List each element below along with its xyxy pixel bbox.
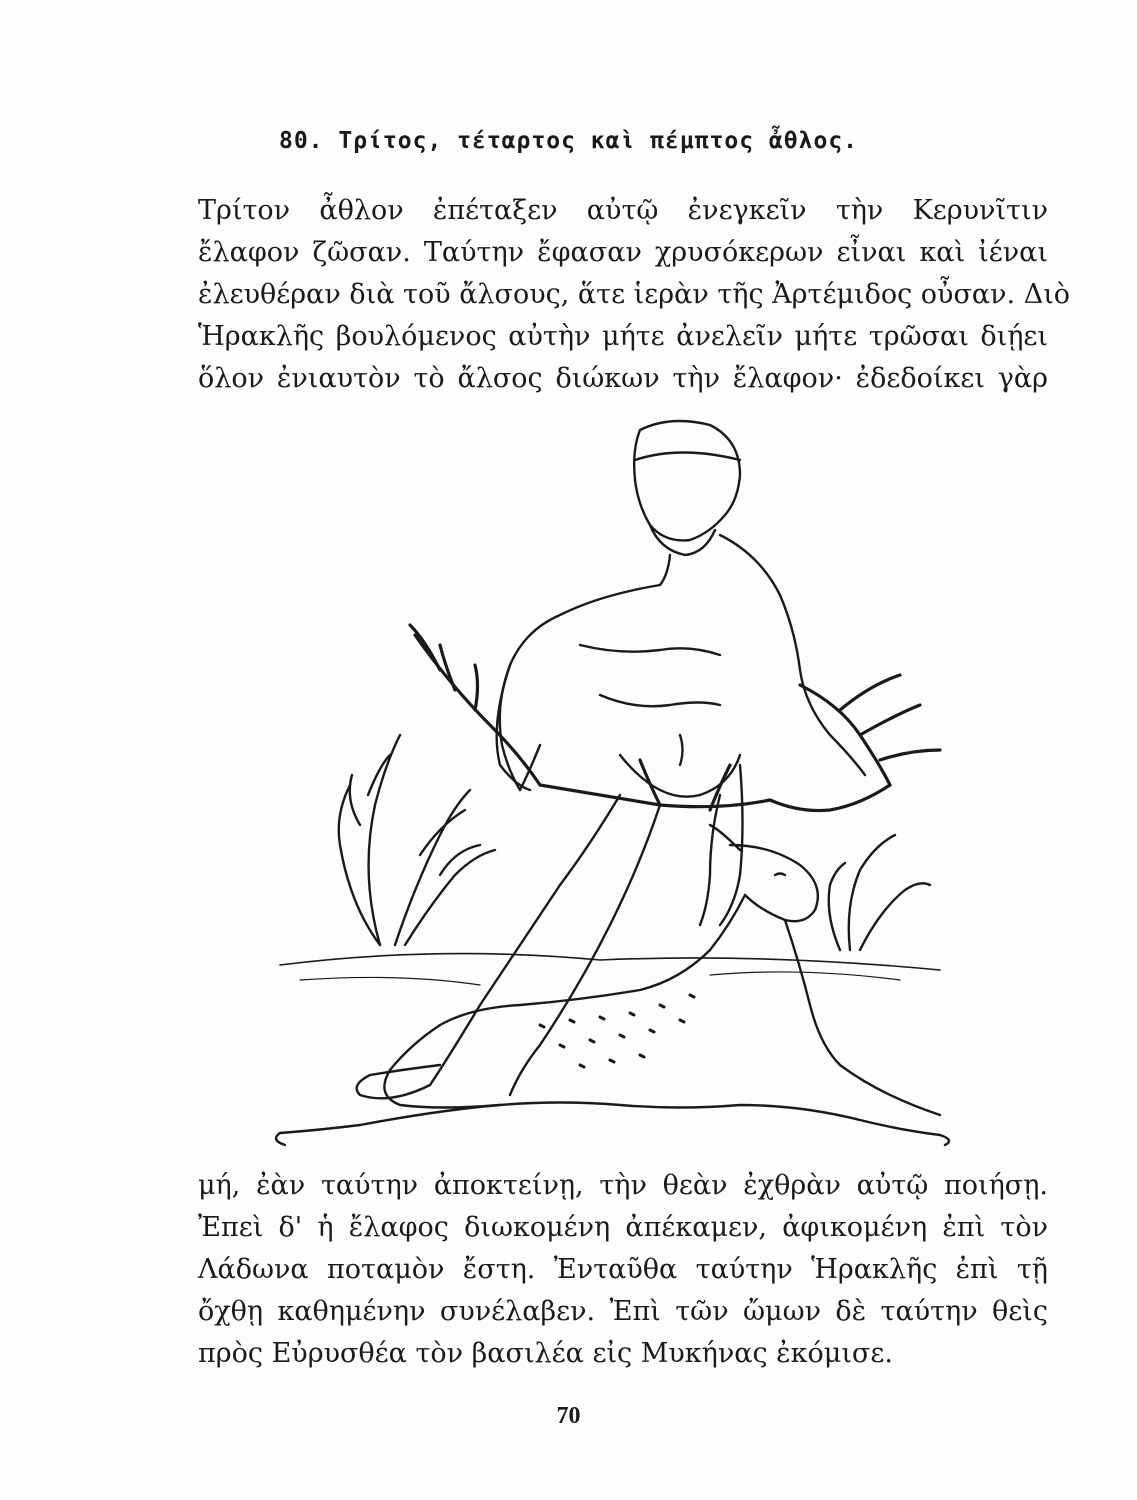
text-line: ὅλον ἐνιαυτὸν τὸ ἄλσος διώκων τὴν ἔλαφον· ἐδεδοίκει γὰρ — [198, 363, 1048, 394]
text-line: πρὸς Εὐρυσθέα τὸν βασιλέα εἰς Μυκήνας ἐκόμισε. — [198, 1338, 893, 1369]
page-number: 70 — [556, 1403, 581, 1429]
bush-right — [829, 835, 930, 950]
text-line: Λάδωνα ποταμὸν ἔστη. Ἐνταῦθα ταύτην Ἡρακλῆς ἐπὶ τῇ — [198, 1254, 1048, 1285]
bush-left — [339, 735, 495, 945]
text-line: ἔλαφον ζῶσαν. Ταύτην ἔφασαν χρυσόκερων εἶναι καὶ ἰέναι — [198, 237, 1048, 268]
text-line: ἐλευθέραν διὰ τοῦ ἄλσους, ἅτε ἱερὰν τῆς Ἀρτέμιδος οὖσαν. Διὸ — [198, 279, 1071, 310]
paragraph-top — [198, 190, 1071, 400]
text-line: ὄχθῃ καθημένην συνέλαβεν. Ἐπὶ τῶν ὤμων δὲ ταύτην θεὶς — [198, 1296, 1048, 1327]
heracles-figure — [357, 421, 865, 1098]
heracles-and-stag-illustration — [240, 405, 970, 1165]
section-heading: 80. Τρίτος, τέταρτος καὶ πέμπτος ἆθλος. — [278, 128, 859, 154]
text-line: Ἐπεὶ δ' ἡ ἔλαφος διωκομένη ἀπέκαμεν, ἀφικομένη ἐπὶ τὸν — [198, 1212, 1048, 1243]
paragraph-bottom — [198, 1165, 1048, 1375]
stag-antlers — [410, 625, 940, 811]
text-line: Ἡρακλῆς βουλόμενος αὐτὴν μήτε ἀνελεῖν μήτε τρῶσαι διῄει — [198, 321, 1048, 352]
text-line: Τρίτον ἆθλον ἐπέταξεν αὐτῷ ἐνεγκεῖν τὴν Κερυνῖτιν — [198, 195, 1048, 226]
text-line: μή, ἐὰν ταύτην ἀποκτείνῃ, τὴν θεὰν ἐχθρὰν αὐτῷ ποιήσῃ. — [198, 1170, 1048, 1201]
stag-figure — [276, 825, 949, 1145]
